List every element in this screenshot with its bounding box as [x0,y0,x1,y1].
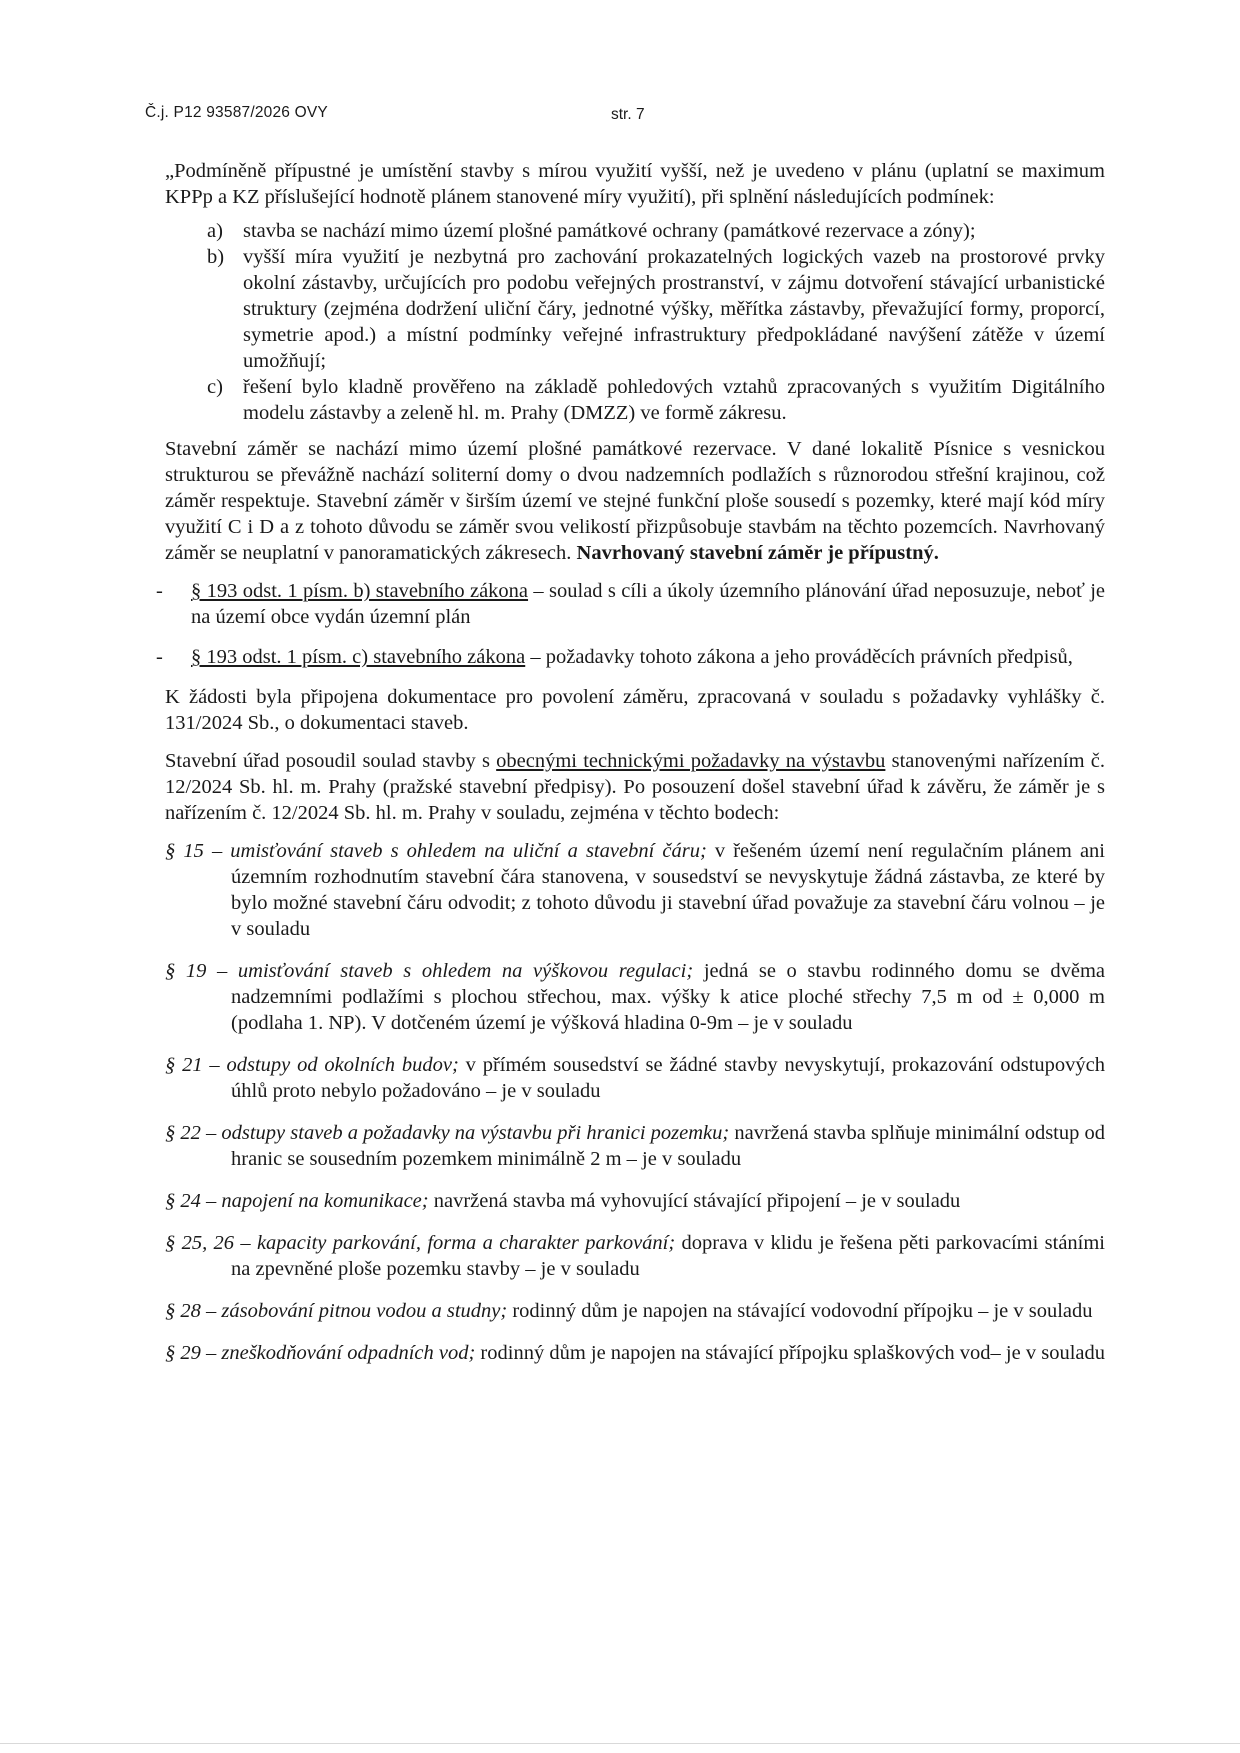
list-marker: b) [207,246,225,268]
section-heading: § 21 – odstupy od okolních budov; [165,1054,459,1076]
section-item [165,1052,1105,1104]
section-item [165,958,1105,1036]
conditions-list [165,218,1105,426]
dash-marker: - [156,646,163,668]
assessment-text: Stavební záměr se nachází mimo území plošné památkové rezervace. V dané lokalitě Písnice s vesnickou strukturou se převážně nachází soliterní domy o dvou nadzemních podlažích s různorodou střešní krajinou, což záměr respektuje. Stavební záměr v širším území ve stejné funkční ploše sousedí s pozemky, které mají kód míry využití C i D a z tohoto důvodu se záměr svou velikostí přizpůsobuje stavbám na těchto pozemcích. Navrhovaný záměr se neuplatní v panoramatických zákresech. [165,438,1105,564]
section-item [165,1298,1105,1324]
list-item [165,244,1105,374]
section-heading: § 22 – odstupy staveb a požadavky na výstavbu při hranici pozemku; [165,1122,730,1144]
list-item-text: vyšší míra využití je nezbytná pro zachování prokazatelných logických vazeb na prostorové prvky okolní zástavby, určujících pro podobu veřejných prostranství, v zájmu dotvoření stávající urbanistické struktury (zejména dodržení uliční čáry, jednotné výšky, měřítka zástavby, převažující formy, proporcí, symetrie apod.) a místní podmínky veřejné infrastruktury předpokládané navýšení zátěže v území umožňují; [243,246,1105,372]
document-body [156,158,1106,1382]
list-item [165,218,1105,244]
section-heading: § 28 – zásobování pitnou vodou a studny; [165,1300,508,1322]
section-item [165,1230,1105,1282]
technical-text-after: stanovenými nařízením č. 12/2024 Sb. hl. m. Prahy (pražské stavební předpisy). Po posouzení došel stavební úřad k závěru, že záměr je s nařízením č. 12/2024 Sb. hl. m. Prahy v souladu, zejména v těchto bodech: [165,750,1106,824]
list-marker: c) [207,376,223,398]
section-text: v řešeném území není regulačním plánem ani územním rozhodnutím stavební čára stanovena, v sousedství se nevyskytuje žádná zástavba, ze které by bylo možné stavební čáru odvodit; z tohoto důvodu ji stavební úřad považuje za stavební čáru volnou – je v souladu [231,840,1105,940]
documentation-paragraph: K žádosti byla připojena dokumentace pro povolení záměru, zpracovaná v souladu s požadavky vyhlášky č. 131/2024 Sb., o dokumentaci staveb. [165,686,1105,734]
list-item [165,374,1105,426]
section-text: jedná se o stavbu rodinného domu se dvěma nadzemními podlažími s plochou střechou, max. výšky k atice ploché střechy 7,5 m od ± 0,000 m (podlaha 1. NP). V dotčeném území je výšková hladina 0-9m – je v souladu [231,960,1105,1034]
section-text: navržená stavba má vyhovující stávající připojení – je v souladu [428,1190,961,1212]
section-text: doprava v klidu je řešena pěti parkovacími stáními na zpevněné ploše pozemku stavby – je v souladu [231,1232,1105,1280]
technical-requirements-reference: obecnými technickými požadavky na výstavbu [496,750,886,772]
technical-paragraph [165,748,1105,826]
quote-intro: „Podmíněně přípustné je umístění stavby s mírou využití vyšší, než je uvedeno v plánu (uplatní se maximum KPPp a KZ příslušející hodnotě plánem stanovené míry využití), při splnění následujících podmínek: [165,160,1105,208]
section-item [165,838,1105,942]
section-heading: § 19 – umisťování staveb s ohledem na výškovou regulaci; [165,960,694,982]
section-heading: § 25, 26 – kapacity parkování, forma a charakter parkování; [165,1232,676,1254]
law-reference: § 193 odst. 1 písm. c) stavebního zákona [191,646,526,668]
list-item-text: stavba se nachází mimo území plošné památkové ochrany (památkové rezervace a zóny); [243,220,976,242]
dash-item [156,578,1105,630]
dash-item-text: – požadavky tohoto zákona a jeho prováděcích právních předpisů, [525,646,1073,668]
section-text: rodinný dům je napojen na stávající přípojku splaškových vod– je v souladu [475,1342,1105,1364]
section-text: v přímém sousedství se žádné stavby nevyskytují, prokazování odstupových úhlů proto nebylo požadováno – je v souladu [231,1054,1105,1102]
dash-item-text: – soulad s cíli a úkoly územního plánování úřad neposuzuje, neboť je na území obce vydán územní plán [191,580,1105,628]
section-item [165,1120,1105,1172]
list-item-text: řešení bylo kladně prověřeno na základě pohledových vztahů zpracovaných s využitím Digitálního modelu zástavby a zeleně hl. m. Prahy (DMZZ) ve formě zákresu. [243,376,1105,424]
assessment-conclusion: Navrhovaný stavební záměr je přípustný. [576,542,939,564]
reference-number: Č.j. P12 93587/2026 OVY [145,104,328,121]
technical-text-before: Stavební úřad posoudil soulad stavby s [165,750,497,772]
list-marker: a) [207,220,223,242]
dash-item [156,644,1105,670]
law-reference: § 193 odst. 1 písm. b) stavebního zákona [191,580,529,602]
section-text: rodinný dům je napojen na stávající vodovodní přípojku – je v souladu [507,1300,1093,1322]
section-item [165,1188,1105,1214]
section-heading: § 24 – napojení na komunikace; [165,1190,429,1212]
section-item [165,1340,1105,1366]
section-heading: § 15 – umisťování staveb s ohledem na uliční a stavební čáru; [165,840,707,862]
page-edge-line [0,1743,1240,1744]
assessment-paragraph [165,436,1105,566]
section-text: navržená stavba splňuje minimální odstup od hranic se sousedním pozemkem minimálně 2 m – je v souladu [231,1122,1105,1170]
page-number: str. 7 [611,106,645,123]
section-heading: § 29 – zneškodňování odpadních vod; [165,1342,476,1364]
dash-marker: - [156,580,163,602]
